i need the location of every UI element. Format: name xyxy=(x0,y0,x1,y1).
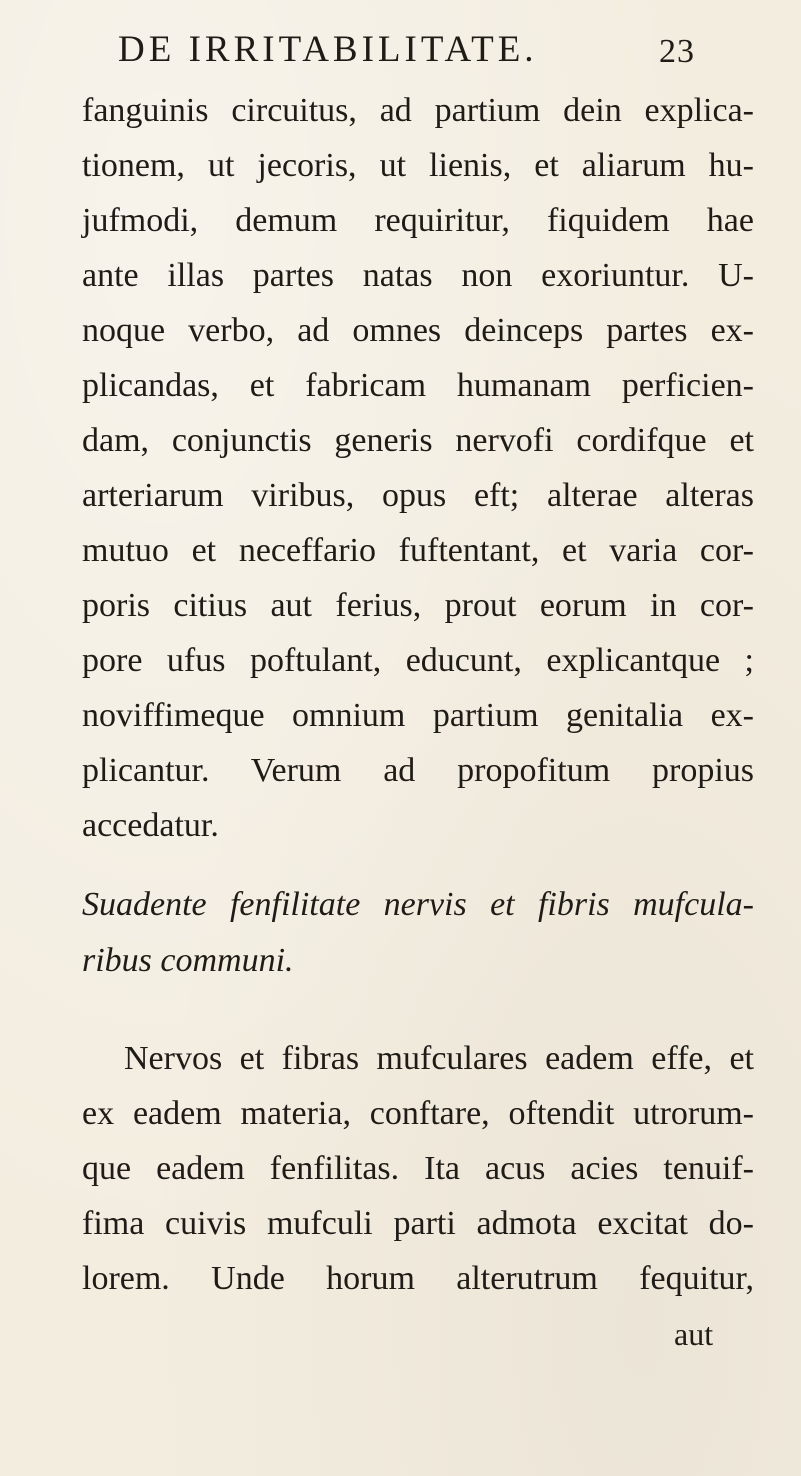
heading-line: Suadente fenfilitate nervis et fibris mufcula- xyxy=(82,886,754,923)
catchword: aut xyxy=(674,1316,714,1352)
text-line: ex eadem materia, conftare, oftendit utrorum- xyxy=(82,1095,754,1132)
text-line: mutuo et neceffario fuftentant, et varia cor- xyxy=(82,532,754,569)
text-line: fanguinis circuitus, ad partium dein explica- xyxy=(82,92,754,129)
text-line: noque verbo, ad omnes deinceps partes ex- xyxy=(82,312,754,349)
text-line: que eadem fenfilitas. Ita acus acies tenuif- xyxy=(82,1150,754,1187)
text-line: noviffimeque omnium partium genitalia ex- xyxy=(82,697,754,734)
text-line: accedatur. xyxy=(82,807,219,844)
running-title: DE IRRITABILITATE. xyxy=(118,29,538,70)
text-line: poris citius aut ferius, prout eorum in cor- xyxy=(82,587,754,624)
heading-line: ribus communi. xyxy=(82,942,294,979)
text-line: ante illas partes natas non exoriuntur. U- xyxy=(82,257,754,294)
text-line: fima cuivis mufculi parti admota excitat do- xyxy=(82,1205,754,1242)
text-line: dam, conjunctis generis nervofi cordifque et xyxy=(82,422,754,459)
text-line: plicantur. Verum ad propofitum propius xyxy=(82,752,754,789)
text-line: jufmodi, demum requiritur, fiquidem hae xyxy=(82,202,754,239)
text-line: Nervos et fibras mufculares eadem effe, et xyxy=(124,1040,754,1077)
text-line: tionem, ut jecoris, ut lienis, et aliarum hu- xyxy=(82,147,754,184)
text-line: plicandas, et fabricam humanam perficien- xyxy=(82,367,754,404)
running-head xyxy=(118,28,748,72)
text-line: lorem. Unde horum alterutrum fequitur, xyxy=(82,1260,754,1297)
page-number: 23 xyxy=(659,33,695,70)
text-line: arteriarum viribus, opus eft; alterae alteras xyxy=(82,477,754,514)
text-line: pore ufus poftulant, educunt, explicantque ; xyxy=(82,642,754,679)
